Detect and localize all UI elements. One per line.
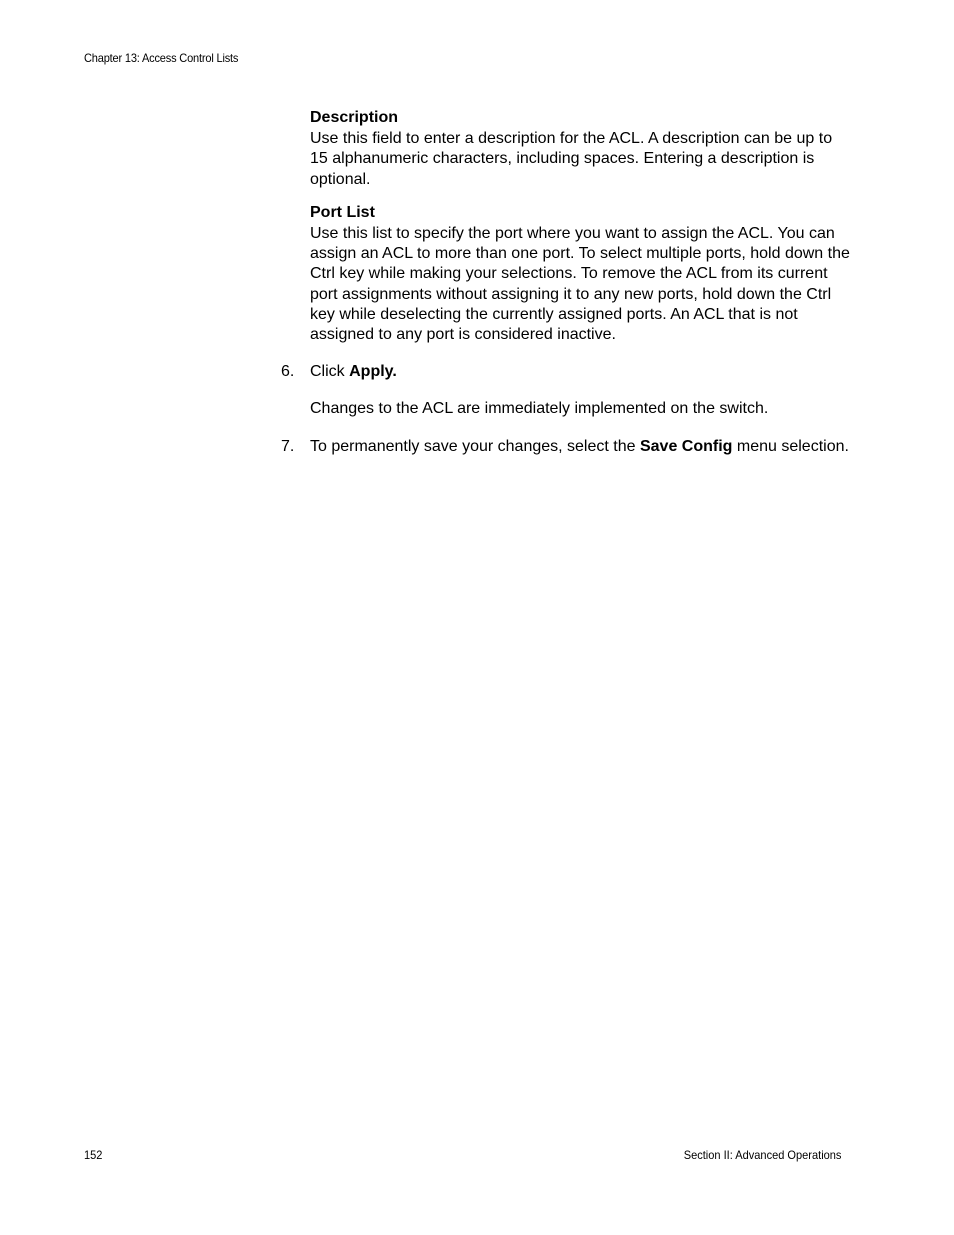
description-title: Description	[310, 109, 399, 126]
section-footer: Section II: Advanced Operations	[683, 1148, 841, 1162]
port-list-text: Use this list to specify the port where you want to assign the ACL. You can assign an ACL to more than one port. To select multiple ports, hold down the Ctrl key while making your selections. To remove the ACL from its current port assignments without assigning it to any new ports, hold down the Ctrl key while deselecting the currently assigned ports. An ACL that is not assigned to any port is considered inactive.	[310, 225, 850, 344]
step-number: 6.	[281, 363, 295, 381]
page-number: 152	[84, 1148, 103, 1162]
step-6	[281, 362, 850, 382]
step-7	[281, 437, 850, 457]
port-list-field-block	[310, 203, 850, 345]
description-text: Use this field to enter a description for the ACL. A description can be up to 15 alphanumeric characters, including spaces. Entering a description is optional.	[310, 130, 833, 188]
step-number: 7.	[281, 437, 295, 455]
step-text-after: menu selection.	[732, 437, 849, 455]
page-content	[281, 108, 850, 457]
step-6-result: Changes to the ACL are immediately implemented on the switch.	[310, 400, 769, 418]
running-header: Chapter 13: Access Control Lists	[84, 51, 239, 65]
description-field-block	[310, 108, 850, 190]
step-emphasis: Save Config	[639, 437, 733, 455]
step-emphasis: Apply.	[349, 363, 397, 381]
port-list-title: Port List	[310, 203, 375, 221]
step-text: To permanently save your changes, select the	[310, 437, 640, 455]
step-text: Click	[310, 363, 350, 381]
